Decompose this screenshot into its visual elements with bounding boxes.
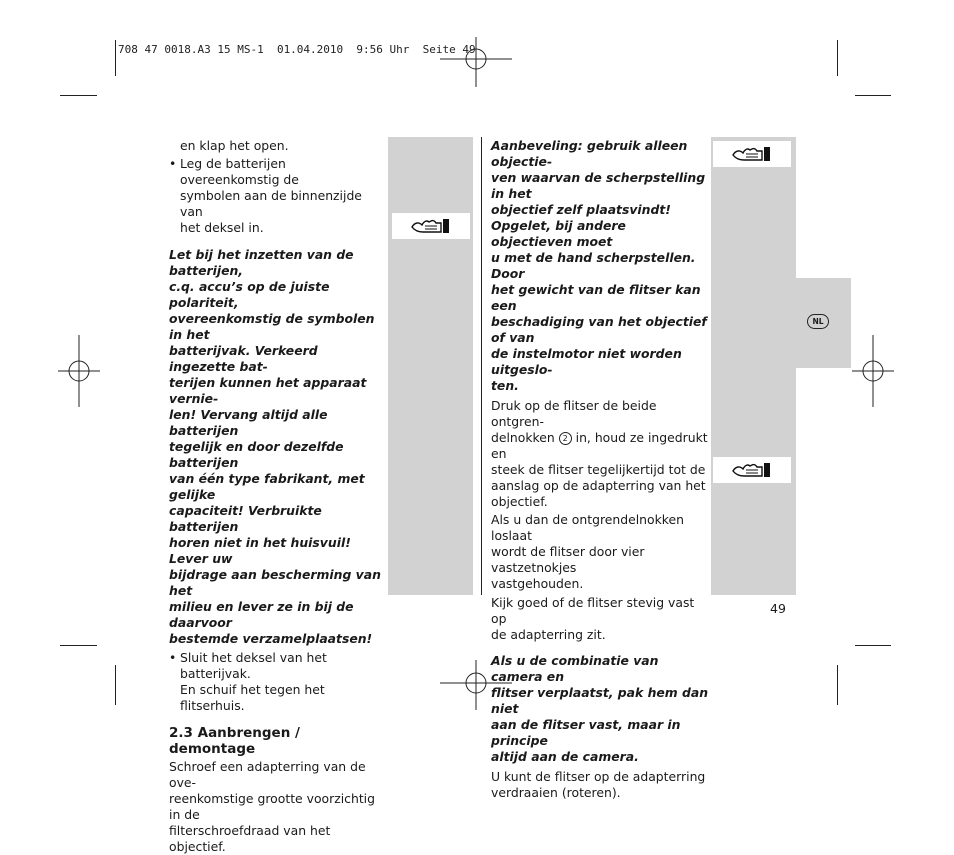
circled-number: 2 — [559, 432, 572, 445]
text-line: de adapterring zit. — [491, 627, 606, 642]
crop-mark — [837, 40, 838, 76]
text-line: Schroef een adapterring van de ove- — [169, 759, 366, 790]
text-line: Let bij het inzetten van de batterijen, — [169, 247, 354, 278]
crop-mark — [115, 665, 116, 705]
print-header: 708 47 0018.A3 15 MS-1 01.04.2010 9:56 Uhr Seite 49 — [118, 43, 476, 56]
registration-mark-icon — [58, 335, 100, 407]
text-line: steek de flitser tegelijkertijd tot de — [491, 462, 706, 477]
section-paragraph — [169, 759, 387, 855]
text-line: c.q. accu’s op de juiste polariteit, — [169, 279, 330, 310]
right-column — [491, 138, 711, 801]
text-line — [491, 430, 711, 462]
text-line: aan de flitser vast, maar in principe — [491, 717, 681, 748]
text-line: objectief zelf plaatsvindt! — [491, 202, 671, 217]
text-line: Opgelet, bij andere objectieven moet — [491, 218, 626, 249]
crop-mark — [855, 645, 891, 646]
text-line: horen niet in het huisvuil! Lever uw — [169, 535, 351, 566]
language-badge: NL — [807, 314, 829, 329]
battery-warning — [169, 247, 387, 647]
note-symbol-box — [392, 213, 470, 239]
text-line: En schuif het tegen het flitserhuis. — [180, 682, 325, 713]
text-line: len! Vervang altijd alle batterijen — [169, 407, 328, 438]
bullet-item — [169, 650, 387, 714]
text-line: van één type fabrikant, met gelijke — [169, 471, 365, 502]
text-line: Sluit het deksel van het batterijvak. — [180, 650, 327, 681]
margin-sidebar-right — [711, 137, 796, 595]
crop-mark — [60, 95, 97, 96]
mounting-paragraph — [491, 398, 711, 510]
bullet-dot: • — [169, 650, 177, 665]
text-line: aanslag op de adapterring van het — [491, 478, 706, 493]
text-line: tegelijk en door dezelfde batterijen — [169, 439, 344, 470]
text-line: ten. — [491, 378, 519, 393]
text-line: Aanbeveling: gebruik alleen objectie- — [491, 138, 688, 169]
text-line: beschadiging van het objectief of van — [491, 314, 707, 345]
rotate-paragraph — [491, 769, 711, 801]
text-fragment: delnokken — [491, 430, 559, 445]
text-line: verdraaien (roteren). — [491, 785, 621, 800]
registration-mark-icon — [852, 335, 894, 407]
section-heading: 2.3 Aanbrengen / demontage — [169, 725, 300, 757]
registration-mark-icon — [440, 37, 512, 87]
bullet-dot: • — [169, 156, 177, 171]
text-line: de instelmotor niet worden uitgeslo- — [491, 346, 682, 377]
note-symbol-box — [713, 457, 791, 483]
text-line: wordt de flitser door vier vastzetnokjes — [491, 544, 645, 575]
note-symbol-box — [713, 141, 791, 167]
text-line: reenkomstige grootte voorzichtig in de — [169, 791, 375, 822]
release-paragraph — [491, 512, 711, 592]
text-fragment: in, houd ze ingedrukt en — [491, 430, 708, 461]
left-column — [169, 138, 387, 855]
text-line: U kunt de flitser op de adapterring — [491, 769, 706, 784]
text-line: ven waarvan de scherpstelling in het — [491, 170, 706, 201]
text-line: Leg de batterijen overeenkomstig de — [180, 156, 299, 187]
text-line: bijdrage aan bescherming van het — [169, 567, 381, 598]
margin-sidebar-left — [388, 137, 473, 595]
text-line: overeenkomstig de symbolen in het — [169, 311, 375, 342]
hand-note-icon — [730, 145, 774, 163]
hand-note-icon — [730, 461, 774, 479]
hand-note-icon — [409, 217, 453, 235]
page-number: 49 — [770, 601, 786, 616]
crop-mark — [60, 645, 97, 646]
text-line: vastgehouden. — [491, 576, 584, 591]
text-line: Als u de combinatie van camera en — [491, 653, 659, 684]
text-line: Kijk goed of de flitser stevig vast op — [491, 595, 695, 626]
check-paragraph — [491, 595, 711, 643]
text-line: batterijvak. Verkeerd ingezette bat- — [169, 343, 318, 374]
text-line: u met de hand scherpstellen. Door — [491, 250, 696, 281]
text-line: symbolen aan de binnenzijde van — [180, 188, 362, 219]
carry-warning — [491, 653, 711, 765]
crop-mark — [837, 665, 838, 705]
text-line: flitser verplaatst, pak hem dan niet — [491, 685, 709, 716]
text-line: Als u dan de ontgrendelnokken loslaat — [491, 512, 684, 543]
bullet-item — [169, 156, 387, 236]
text-line: het gewicht van de flitser kan een — [491, 282, 701, 313]
lens-recommendation — [491, 138, 711, 394]
text-line: het deksel in. — [180, 220, 264, 235]
text-line: bestemde verzamelplaatsen! — [169, 631, 373, 646]
text-line: milieu en lever ze in bij de daarvoor — [169, 599, 354, 630]
text-line: altijd aan de camera. — [491, 749, 639, 764]
text-line: objectief. — [491, 494, 548, 509]
text-line: filterschroefdraad van het objectief. — [169, 823, 331, 854]
text-line: capaciteit! Verbruikte batterijen — [169, 503, 322, 534]
text-line: terijen kunnen het apparaat vernie- — [169, 375, 367, 406]
text-line: Druk op de flitser de beide ontgren- — [491, 398, 657, 429]
continued-text: en klap het open. — [180, 138, 289, 153]
column-divider — [481, 137, 482, 595]
crop-mark — [115, 40, 116, 76]
crop-mark — [855, 95, 891, 96]
